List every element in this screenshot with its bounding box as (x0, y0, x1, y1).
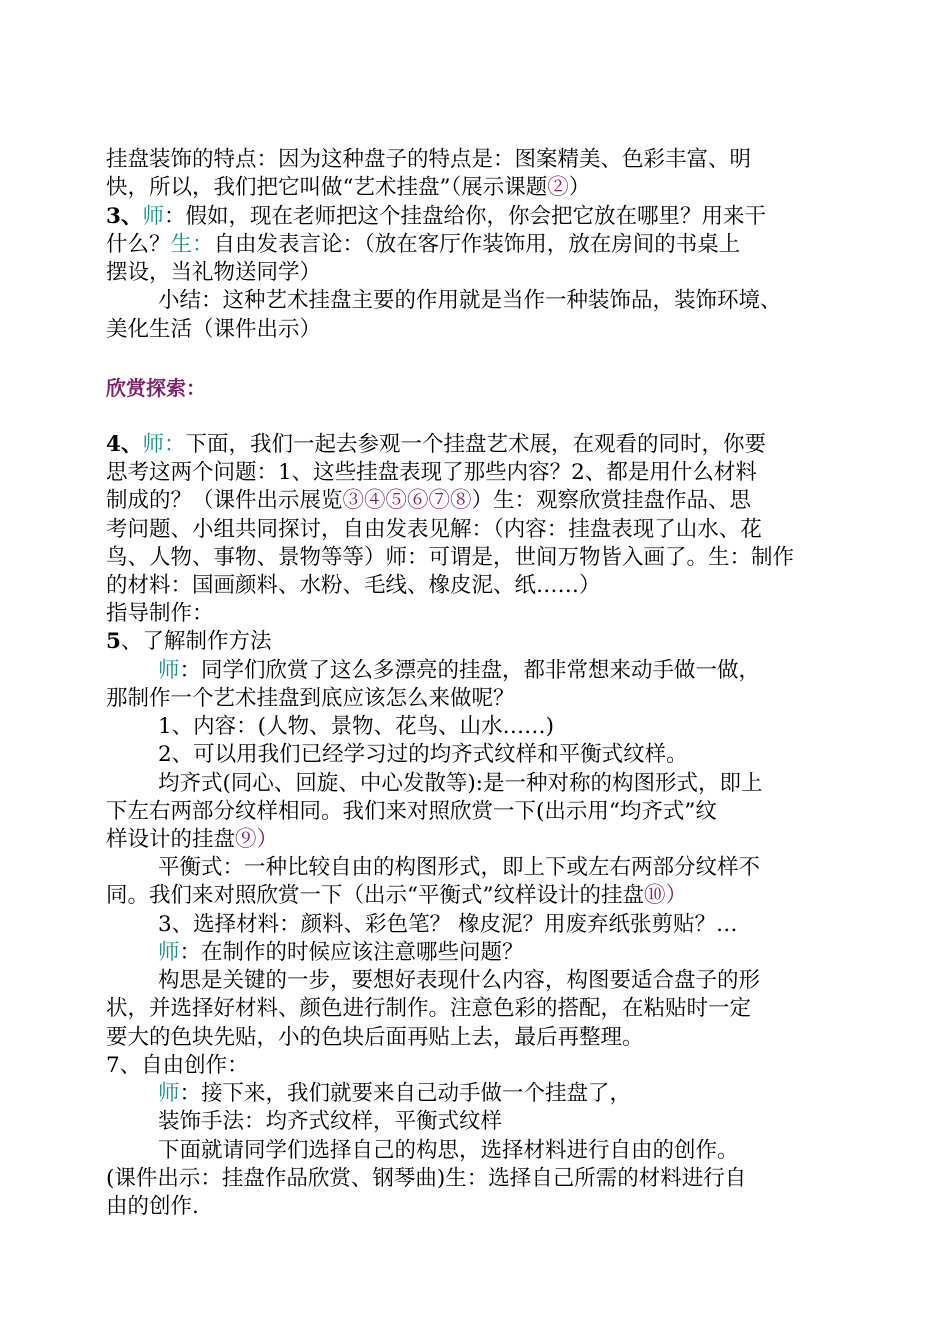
text-line (106, 146, 751, 174)
text-run: 那制作一个艺术挂盘到底应该怎么来做呢？ (106, 686, 515, 711)
text-line (106, 1165, 746, 1193)
text-line (106, 826, 278, 854)
text-line (158, 657, 760, 685)
text-run: 3、选择材料：颜料、彩色笔？ 橡皮泥？用废弃纸张剪贴？… (158, 912, 738, 937)
section-heading: 欣赏探索： (106, 376, 206, 400)
text-line (106, 516, 762, 544)
text-run: ）生：观察欣赏挂盘作品、思 (471, 488, 752, 513)
text-line (106, 203, 766, 231)
text-line (158, 1108, 502, 1136)
teacher-label: 师 (158, 940, 180, 965)
text-line (106, 1052, 249, 1080)
text-line (158, 741, 688, 769)
text-line (106, 628, 271, 656)
text-run: 考问题、小组共同探讨，自由发表见解：（内容：挂盘表现了山水、花 (106, 517, 762, 542)
step-number: 4、 (106, 432, 143, 457)
text-run: 2、可以用我们已经学习过的均齐式纹样和平衡式纹样。 (158, 742, 688, 767)
text-line (106, 995, 751, 1023)
text-run: ：假如，现在老师把这个挂盘给你，你会把它放在哪里？用来干 (163, 204, 766, 229)
text-run: 平衡式：一种比较自由的构图形式，即上下或左右两部分纹样不 (158, 855, 761, 880)
text-run: 思考这两个问题：1、这些挂盘表现了那些内容？2、都是用什么材料 (106, 460, 757, 485)
slide-number-ref: ⑨） (235, 827, 279, 852)
text-run: 鸟、人物、事物、景物等等）师：可谓是，世间万物皆入画了。生：制作 (106, 545, 795, 570)
text-line (106, 544, 794, 572)
text-run: 状，并选择好材料、颜色进行制作。注意色彩的搭配，在粘贴时一定 (106, 996, 752, 1021)
slide-number-ref: ② (547, 175, 569, 200)
slide-number-ref: ⑩） (644, 883, 688, 908)
text-line (106, 259, 321, 287)
text-run: 快，所以，我们把它叫做“艺术挂盘”（展示课题 (106, 175, 548, 200)
text-line (158, 1080, 631, 1108)
text-run: 装饰手法：均齐式纹样，平衡式纹样 (158, 1109, 503, 1134)
text-run: ：同学们欣赏了这么多漂亮的挂盘，都非常想来动手做一做， (179, 658, 761, 683)
text-run: 7、自由创作： (106, 1053, 249, 1078)
text-run: 制成的？（课件出示展览 (106, 488, 343, 513)
text-run: 、了解制作方法 (120, 629, 272, 654)
text-run: 的材料：国画颜料、水粉、毛线、橡皮泥、纸……） (106, 573, 601, 598)
slide-number-ref: ③④⑤⑥⑦⑧ (342, 488, 472, 513)
step-number: 5 (106, 629, 121, 654)
text-line (106, 882, 687, 910)
text-run: 指导制作： (106, 601, 214, 626)
text-line (158, 967, 760, 995)
text-line (158, 911, 738, 939)
text-run: 1、内容：(人物、景物、花鸟、山水……) (158, 714, 554, 739)
text-run: 摆设，当礼物送同学） (106, 260, 322, 285)
text-line (106, 1024, 644, 1052)
text-line (158, 854, 760, 882)
text-run: 样设计的挂盘 (106, 827, 236, 852)
text-line (106, 600, 214, 628)
text-line (158, 939, 524, 967)
text-line (106, 685, 515, 713)
text-run: 同。我们来对照欣赏一下（出示“平衡式”纹样设计的挂盘 (106, 883, 644, 908)
text-line (158, 713, 554, 741)
text-run: 什么？ (106, 232, 171, 257)
text-run: 构思是关键的一步，要想好表现什么内容，构图要适合盘子的形 (158, 968, 761, 993)
text-run: 下面，我们一起去参观一个挂盘艺术展，在观看的同时，你要 (185, 432, 766, 457)
text-line (106, 174, 590, 202)
text-line (106, 1193, 199, 1221)
step-number: 3、 (106, 204, 143, 229)
text-run: ：在制作的时候应该注意哪些问题？ (179, 940, 524, 965)
text-line (106, 798, 717, 826)
text-run: 小结：这种艺术挂盘主要的作用就是当作一种装饰品，装饰环境、 (158, 288, 782, 313)
text-run: 均齐式(同心、回旋、中心发散等):是一种对称的构图形式，即上 (158, 771, 763, 796)
text-run: 下左右两部分纹样相同。我们来对照欣赏一下(出示用“均齐式”纹 (106, 799, 717, 824)
teacher-label: 师： (142, 432, 186, 457)
text-run: (课件出示：挂盘作品欣赏、钢琴曲)生：选择自己所需的材料进行自 (106, 1166, 747, 1191)
text-line (158, 1137, 739, 1165)
text-line (106, 431, 766, 459)
text-run: ：接下来，我们就要来自己动手做一个挂盘了， (179, 1081, 632, 1106)
text-line (106, 459, 757, 487)
teacher-label: 师 (158, 658, 180, 683)
text-line (158, 287, 782, 315)
text-run: 美化生活（课件出示） (106, 317, 322, 342)
text-run: 自由发表言论：（放在客厅作装饰用，放在房间的书桌上 (213, 232, 741, 257)
text-line (106, 316, 321, 344)
text-line (106, 487, 751, 515)
text-line (106, 231, 740, 259)
text-run: 下面就请同学们选择自己的构思，选择材料进行自由的创作。 (158, 1138, 739, 1163)
text-run: 要大的色块先贴，小的色块后面再贴上去，最后再整理。 (106, 1025, 644, 1050)
text-line (106, 572, 601, 600)
text-line (158, 770, 763, 798)
student-label: 生： (170, 232, 214, 257)
teacher-label: 师 (158, 1081, 180, 1106)
text-run: ） (568, 175, 591, 200)
text-run: 挂盘装饰的特点：因为这种盘子的特点是：图案精美、色彩丰富、明 (106, 147, 752, 172)
text-run: 由的创作. (106, 1194, 199, 1219)
teacher-label: 师 (142, 204, 164, 229)
